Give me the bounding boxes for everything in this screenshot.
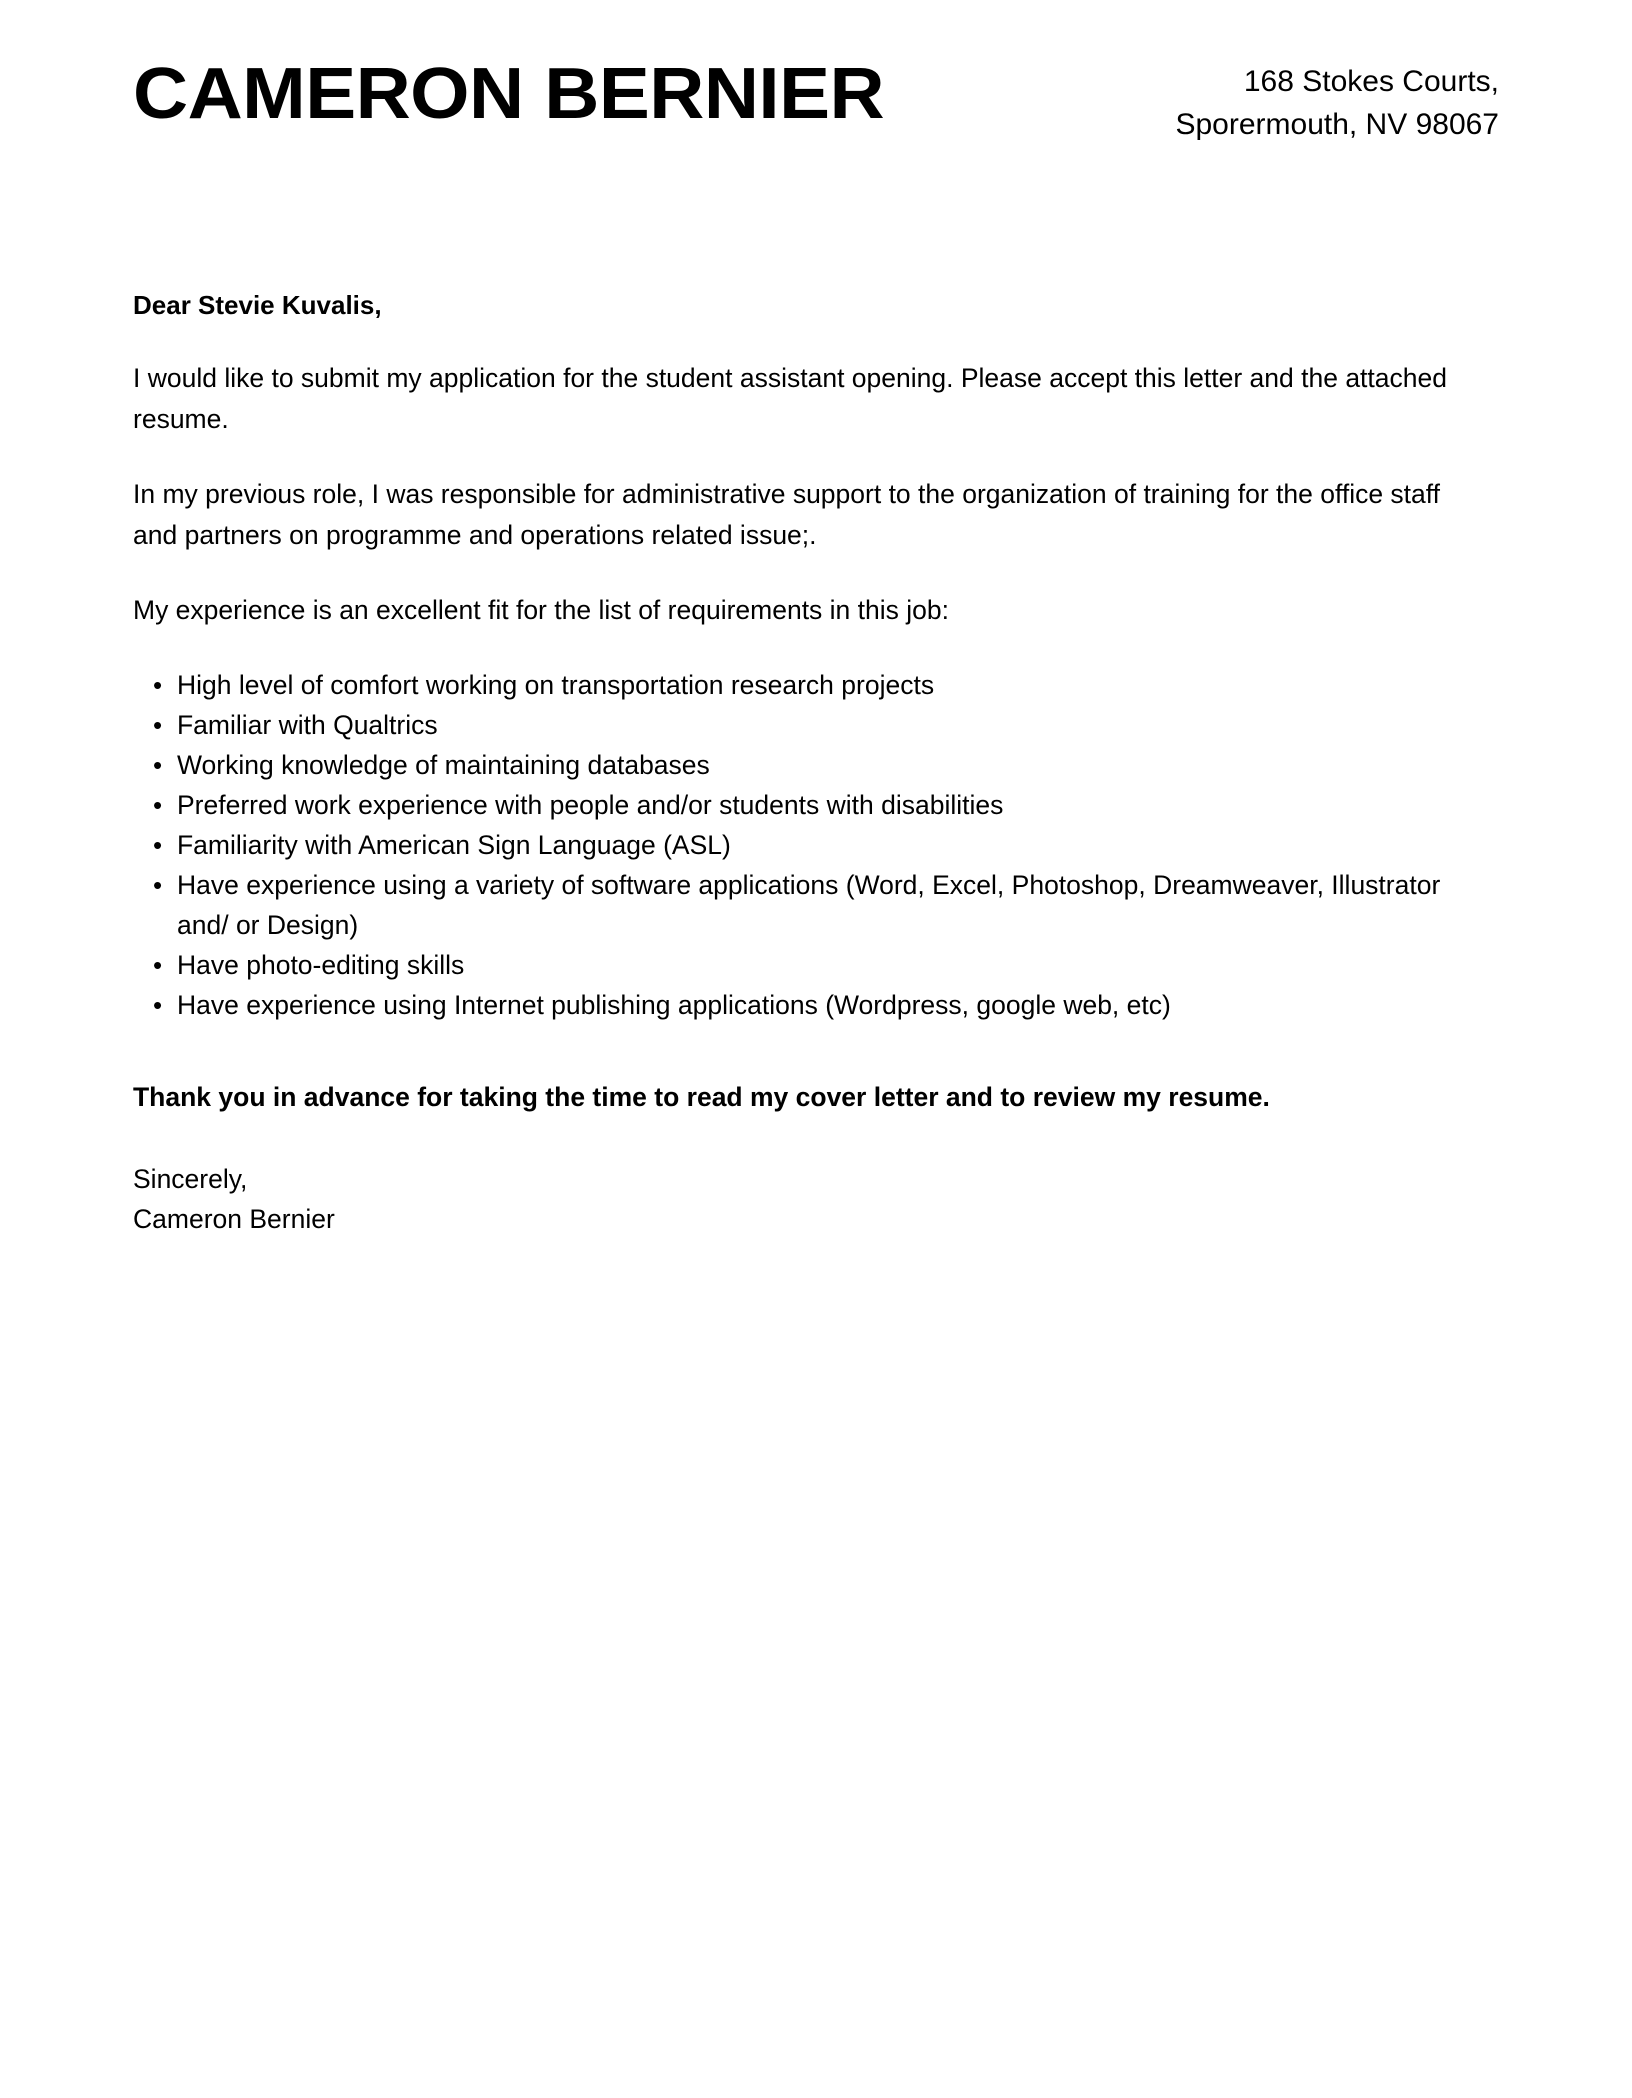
- letter-header: [133, 0, 1499, 160]
- address-line-street: 168 Stokes Courts,: [1243, 65, 1499, 98]
- signature-block: [133, 1159, 1463, 1239]
- salutation: Dear Stevie Kuvalis,: [133, 290, 382, 320]
- address-line-city-state-zip: Sporermouth, NV 98067: [1175, 108, 1499, 141]
- closing-statement: Thank you in advance for taking the time to read my cover letter and to review my resume.: [133, 1082, 1270, 1112]
- signoff-text: Sincerely,: [133, 1164, 248, 1194]
- list-item: • Familiar with Qualtrics: [133, 705, 1463, 745]
- list-item: • Preferred work experience with people and/or students with disabilities: [133, 785, 1463, 825]
- list-item: • Have experience using a variety of software applications (Word, Excel, Photoshop, Dreamweaver, Illustrator and/ or Design): [133, 865, 1463, 945]
- letter-body: [133, 0, 1499, 1234]
- signature-name: Cameron Bernier: [133, 1204, 335, 1234]
- sender-address-block: [1175, 60, 1499, 146]
- paragraph-requirements-lead: My experience is an excellent fit for the list of requirements in this job:: [133, 595, 949, 625]
- list-item: • Working knowledge of maintaining databases: [133, 745, 1463, 785]
- list-item: • Familiarity with American Sign Language (ASL): [133, 825, 1463, 865]
- paragraph-intro: I would like to submit my application for the student assistant opening. Please accept this letter and the attached resume.: [133, 363, 1447, 434]
- letter-content: [133, 358, 1463, 1239]
- page-title: CAMERON BERNIER: [133, 54, 885, 134]
- requirements-list: [133, 665, 1463, 1025]
- paragraph-experience: In my previous role, I was responsible for administrative support to the organization of training for the office staff and partners on programme and operations related issue;.: [133, 479, 1441, 550]
- list-item: • Have photo-editing skills: [133, 945, 1463, 985]
- list-item: • High level of comfort working on transportation research projects: [133, 665, 1463, 705]
- list-item: • Have experience using Internet publishing applications (Wordpress, google web, etc): [133, 985, 1463, 1025]
